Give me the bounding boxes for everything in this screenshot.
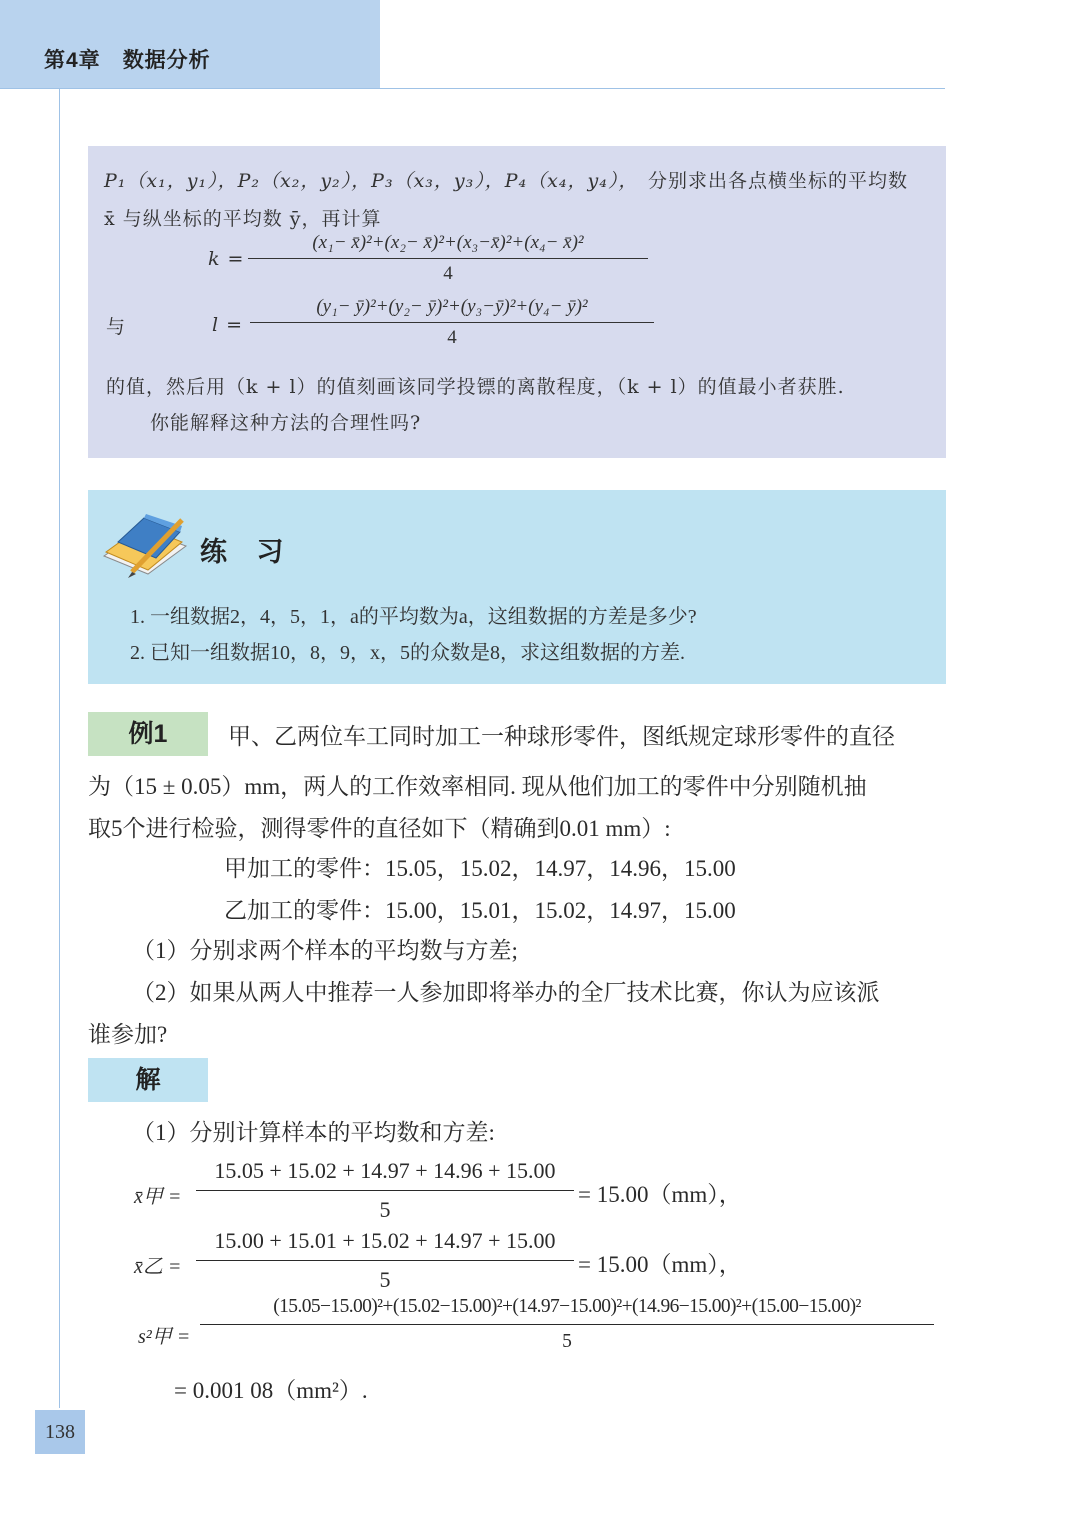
example-line1: 甲、乙两位车工同时加工一种球形零件，图纸规定球形零件的直径 — [228, 724, 895, 749]
example-line2: 为（15 ± 0.05）mm，两人的工作效率相同. 现从他们加工的零件中分别随机抽 — [88, 774, 867, 799]
reading-points: P₁（x₁，y₁），P₂（x₂，y₂），P₃（x₃，y₃），P₄（x₄，y₄）， — [104, 170, 639, 192]
mean-yi-bar — [196, 1260, 574, 1261]
variance-jia-result: = 0.001 08（mm²）. — [174, 1378, 368, 1403]
mean-jia-denominator: 5 — [379, 1197, 391, 1222]
l-label: l = — [212, 314, 244, 336]
mean-yi-result: = 15.00（mm）， — [578, 1252, 742, 1277]
practice-book-icon — [98, 512, 190, 584]
mean-yi-denominator: 5 — [379, 1267, 391, 1292]
mean-jia-result: = 15.00（mm）， — [578, 1182, 742, 1207]
reading-line1: 分别求出各点横坐标的平均数 — [648, 170, 909, 192]
k-denominator: 4 — [443, 263, 453, 284]
variance-jia-label: s²甲 = — [138, 1326, 191, 1348]
l-fraction — [250, 296, 654, 349]
example-question-2-line1: （2）如果从两人中推荐一人参加即将举办的全厂技术比赛，你认为应该派 — [132, 980, 880, 1005]
variance-jia-numerator: (15.05−15.00)²+(15.02−15.00)²+(14.97−15.00)²+(14.96−15.00)²+(15.00−15.00)² — [273, 1296, 861, 1317]
mean-yi-label: x̄乙 = — [134, 1256, 182, 1278]
mean-jia-label: x̄甲 = — [134, 1186, 182, 1208]
page-number: 138 — [35, 1410, 85, 1454]
variance-jia-fraction — [200, 1296, 934, 1353]
k-numerator: (x₁− x̄)²+(x₂− x̄)²+(x₃−x̄)²+(x₄− x̄)² — [312, 232, 584, 253]
reading-line3: 的值，然后用（k + l）的值刻画该同学投镖的离散程度，（k + l）的值最小者获胜. — [106, 376, 845, 398]
reading-line4: 你能解释这种方法的合理性吗? — [150, 412, 422, 434]
k-fraction — [248, 232, 648, 285]
l-fraction-bar — [250, 322, 654, 323]
and-word: 与 — [106, 316, 127, 338]
l-denominator: 4 — [447, 327, 457, 348]
solution-label: 解 — [88, 1058, 208, 1102]
practice-title: 练 习 — [200, 537, 294, 568]
jia-data: 甲加工的零件：15.05，15.02，14.97，14.96，15.00 — [224, 856, 736, 881]
variance-jia-denominator: 5 — [562, 1331, 572, 1352]
mean-yi-numerator: 15.00 + 15.01 + 15.02 + 14.97 + 15.00 — [214, 1228, 556, 1253]
header-divider — [0, 88, 945, 89]
k-label: k = — [208, 248, 245, 270]
mean-yi-fraction — [196, 1228, 574, 1293]
margin-line — [59, 88, 60, 1408]
k-fraction-bar — [248, 258, 648, 259]
chapter-title: 数据分析 — [122, 49, 211, 72]
chapter-number: 第4章 — [44, 49, 101, 72]
chapter-header — [44, 44, 211, 74]
l-numerator: (y₁− ȳ)²+(y₂− ȳ)²+(y₃−ȳ)²+(y₄− ȳ)² — [316, 296, 588, 317]
variance-jia-bar — [200, 1324, 934, 1325]
reading-line2: x̄ 与纵坐标的平均数 ȳ，再计算 — [104, 208, 382, 230]
practice-question-2: 2. 已知一组数据10，8，9，x，5的众数是8，求这组数据的方差. — [130, 642, 685, 664]
example-question-1: （1）分别求两个样本的平均数与方差; — [132, 938, 518, 963]
mean-jia-fraction — [196, 1158, 574, 1223]
practice-question-1: 1. 一组数据2，4，5，1，a的平均数为a，这组数据的方差是多少? — [130, 606, 697, 628]
example-label: 例1 — [88, 712, 208, 756]
solution-step1: （1）分别计算样本的平均数和方差: — [132, 1120, 495, 1145]
example-line3: 取5个进行检验，测得零件的直径如下（精确到0.01 mm）: — [88, 816, 671, 841]
reading-box — [88, 146, 946, 458]
example-question-2-line2: 谁参加? — [88, 1022, 168, 1047]
mean-jia-numerator: 15.05 + 15.02 + 14.97 + 14.96 + 15.00 — [214, 1158, 556, 1183]
yi-data: 乙加工的零件：15.00，15.01，15.02，14.97，15.00 — [224, 898, 736, 923]
mean-jia-bar — [196, 1190, 574, 1191]
